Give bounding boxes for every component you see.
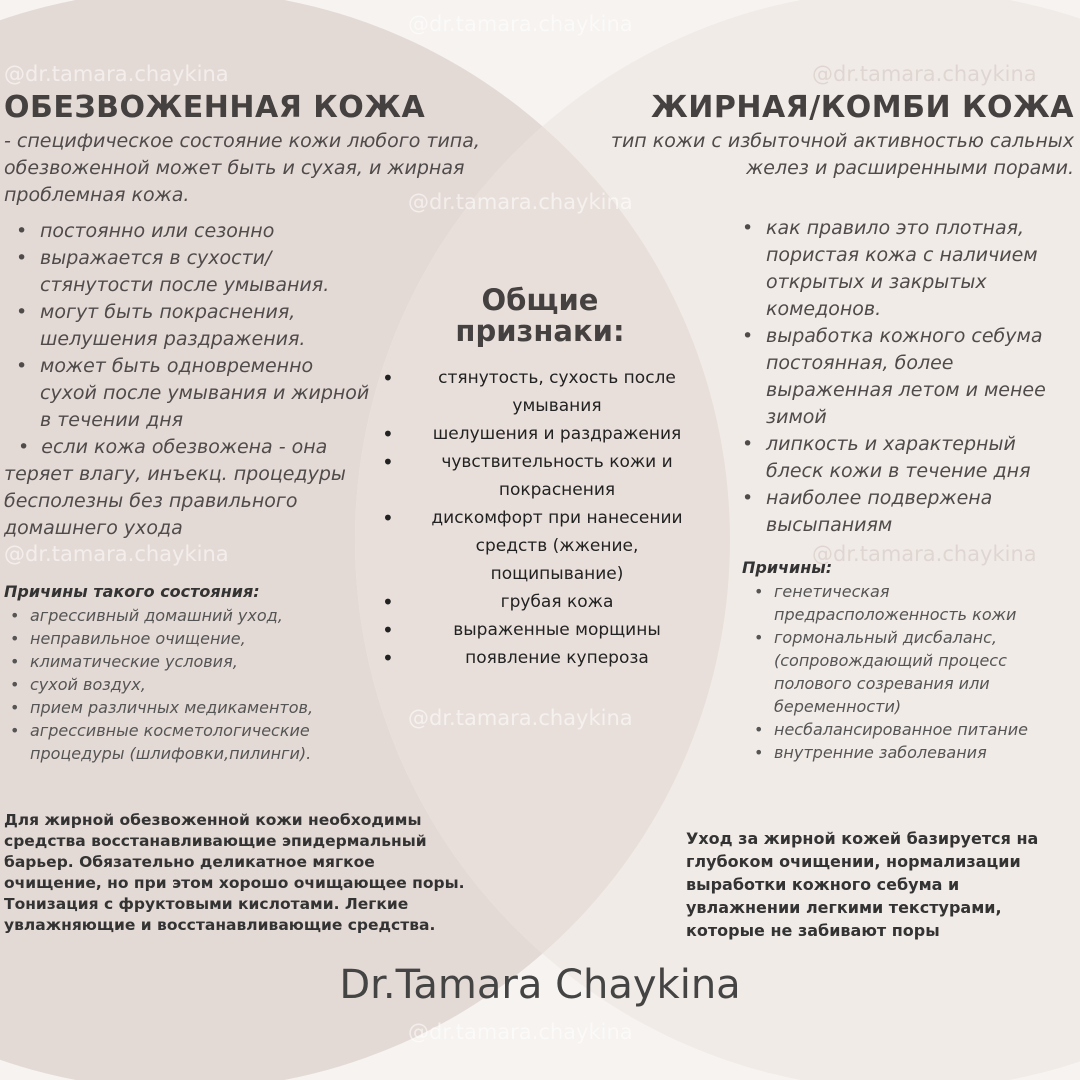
watermark: @dr.tamara.chaykina (4, 542, 229, 566)
right-features-list (732, 215, 1072, 539)
common-signs-list (382, 364, 702, 672)
bullet-glyph: • (18, 436, 42, 458)
left-title: ОБЕЗВОЖЕННАЯ КОЖА (4, 90, 426, 125)
list-item: • шелушения и раздражения (382, 420, 702, 448)
list-item: • стянутость, сухость после умывания (382, 364, 702, 420)
watermark: @dr.tamara.chaykina (812, 62, 1037, 86)
left-extra-note (4, 434, 374, 542)
watermark: @dr.tamara.chaykina (408, 706, 633, 730)
list-item: • выраженные морщины (382, 616, 702, 644)
watermark: @dr.tamara.chaykina (812, 542, 1037, 566)
list-item: • липкость и характерный блеск кожи в течение дня (732, 431, 1072, 485)
list-item: • гормональный дисбаланс, (сопровождающий процесс полового созревания или беременности) (748, 626, 1076, 718)
left-features-list (6, 218, 376, 434)
list-item: • климатические условия, (4, 650, 374, 673)
watermark: @dr.tamara.chaykina (4, 62, 229, 86)
watermark: @dr.tamara.chaykina (408, 1020, 633, 1044)
list-item: • как правило это плотная, пористая кожа с наличием открытых и закрытых комедонов. (732, 215, 1072, 323)
list-item: • генетическая предрасположенность кожи (748, 580, 1076, 626)
list-item: • агрессивные косметологические процедуры (шлифовки,пилинги). (4, 719, 374, 765)
list-item: • сухой воздух, (4, 673, 374, 696)
watermark: @dr.tamara.chaykina (408, 190, 633, 214)
list-item: • постоянно или сезонно (6, 218, 376, 245)
list-item: • могут быть покраснения, шелушения раздражения. (6, 299, 376, 353)
list-item: • чувствительность кожи и покраснения (382, 448, 702, 504)
right-care-text: Уход за жирной кожей базируется на глубоком очищении, нормализации выработки кожного себума и увлажнении легкими текстурами, которые не забивают поры (686, 829, 1039, 940)
right-causes-list (748, 580, 1076, 764)
list-item: • агрессивный домашний уход, (4, 604, 374, 627)
list-item: • появление купероза (382, 644, 702, 672)
right-definition: тип кожи с избыточной активностью сальных желез и расширенными порами. (610, 130, 1074, 179)
right-title: ЖИРНАЯ/КОМБИ КОЖА (651, 90, 1074, 125)
list-item: • наиболее подвержена высыпаниям (732, 485, 1072, 539)
watermark: @dr.tamara.chaykina (408, 12, 633, 36)
left-causes-title: Причины такого состояния: (4, 582, 260, 601)
list-item: • выражается в сухости/ стянутости после умывания. (6, 245, 376, 299)
list-item: • неправильное очищение, (4, 627, 374, 650)
signature: Dr.Tamara Chaykina (339, 962, 741, 1008)
left-definition: - специфическое состояние кожи любого типа, обезвоженной может быть и сухая, и жирная проблемная кожа. (4, 130, 480, 206)
list-item: • прием различных медикаментов, (4, 696, 374, 719)
left-causes-list (4, 604, 374, 765)
left-extra-note-text: если кожа обезвожена - она теряет влагу, инъекц. процедуры бесполезны без правильного домашнего ухода (4, 436, 346, 539)
center-title: Общие признаки: (455, 283, 625, 348)
list-item: • дискомфорт при нанесении средств (жжение, пощипывание) (382, 504, 702, 588)
list-item: • может быть одновременно сухой после умывания и жирной в течении дня (6, 353, 376, 434)
list-item: • несбалансированное питание (748, 718, 1076, 741)
left-care-text: Для жирной обезвоженной кожи необходимы средства восстанавливающие эпидермальный барьер. Обязательно деликатное мягкое очищение, но при этом хорошо очищающее поры. Тонизация с фруктовыми кислотами. Легкие увлажняющие и восстанавливающие средства. (4, 811, 465, 934)
right-causes-title: Причины: (742, 558, 833, 577)
list-item: • внутренние заболевания (748, 741, 1076, 764)
list-item: • выработка кожного себума постоянная, более выраженная летом и менее зимой (732, 323, 1072, 431)
list-item: • грубая кожа (382, 588, 702, 616)
